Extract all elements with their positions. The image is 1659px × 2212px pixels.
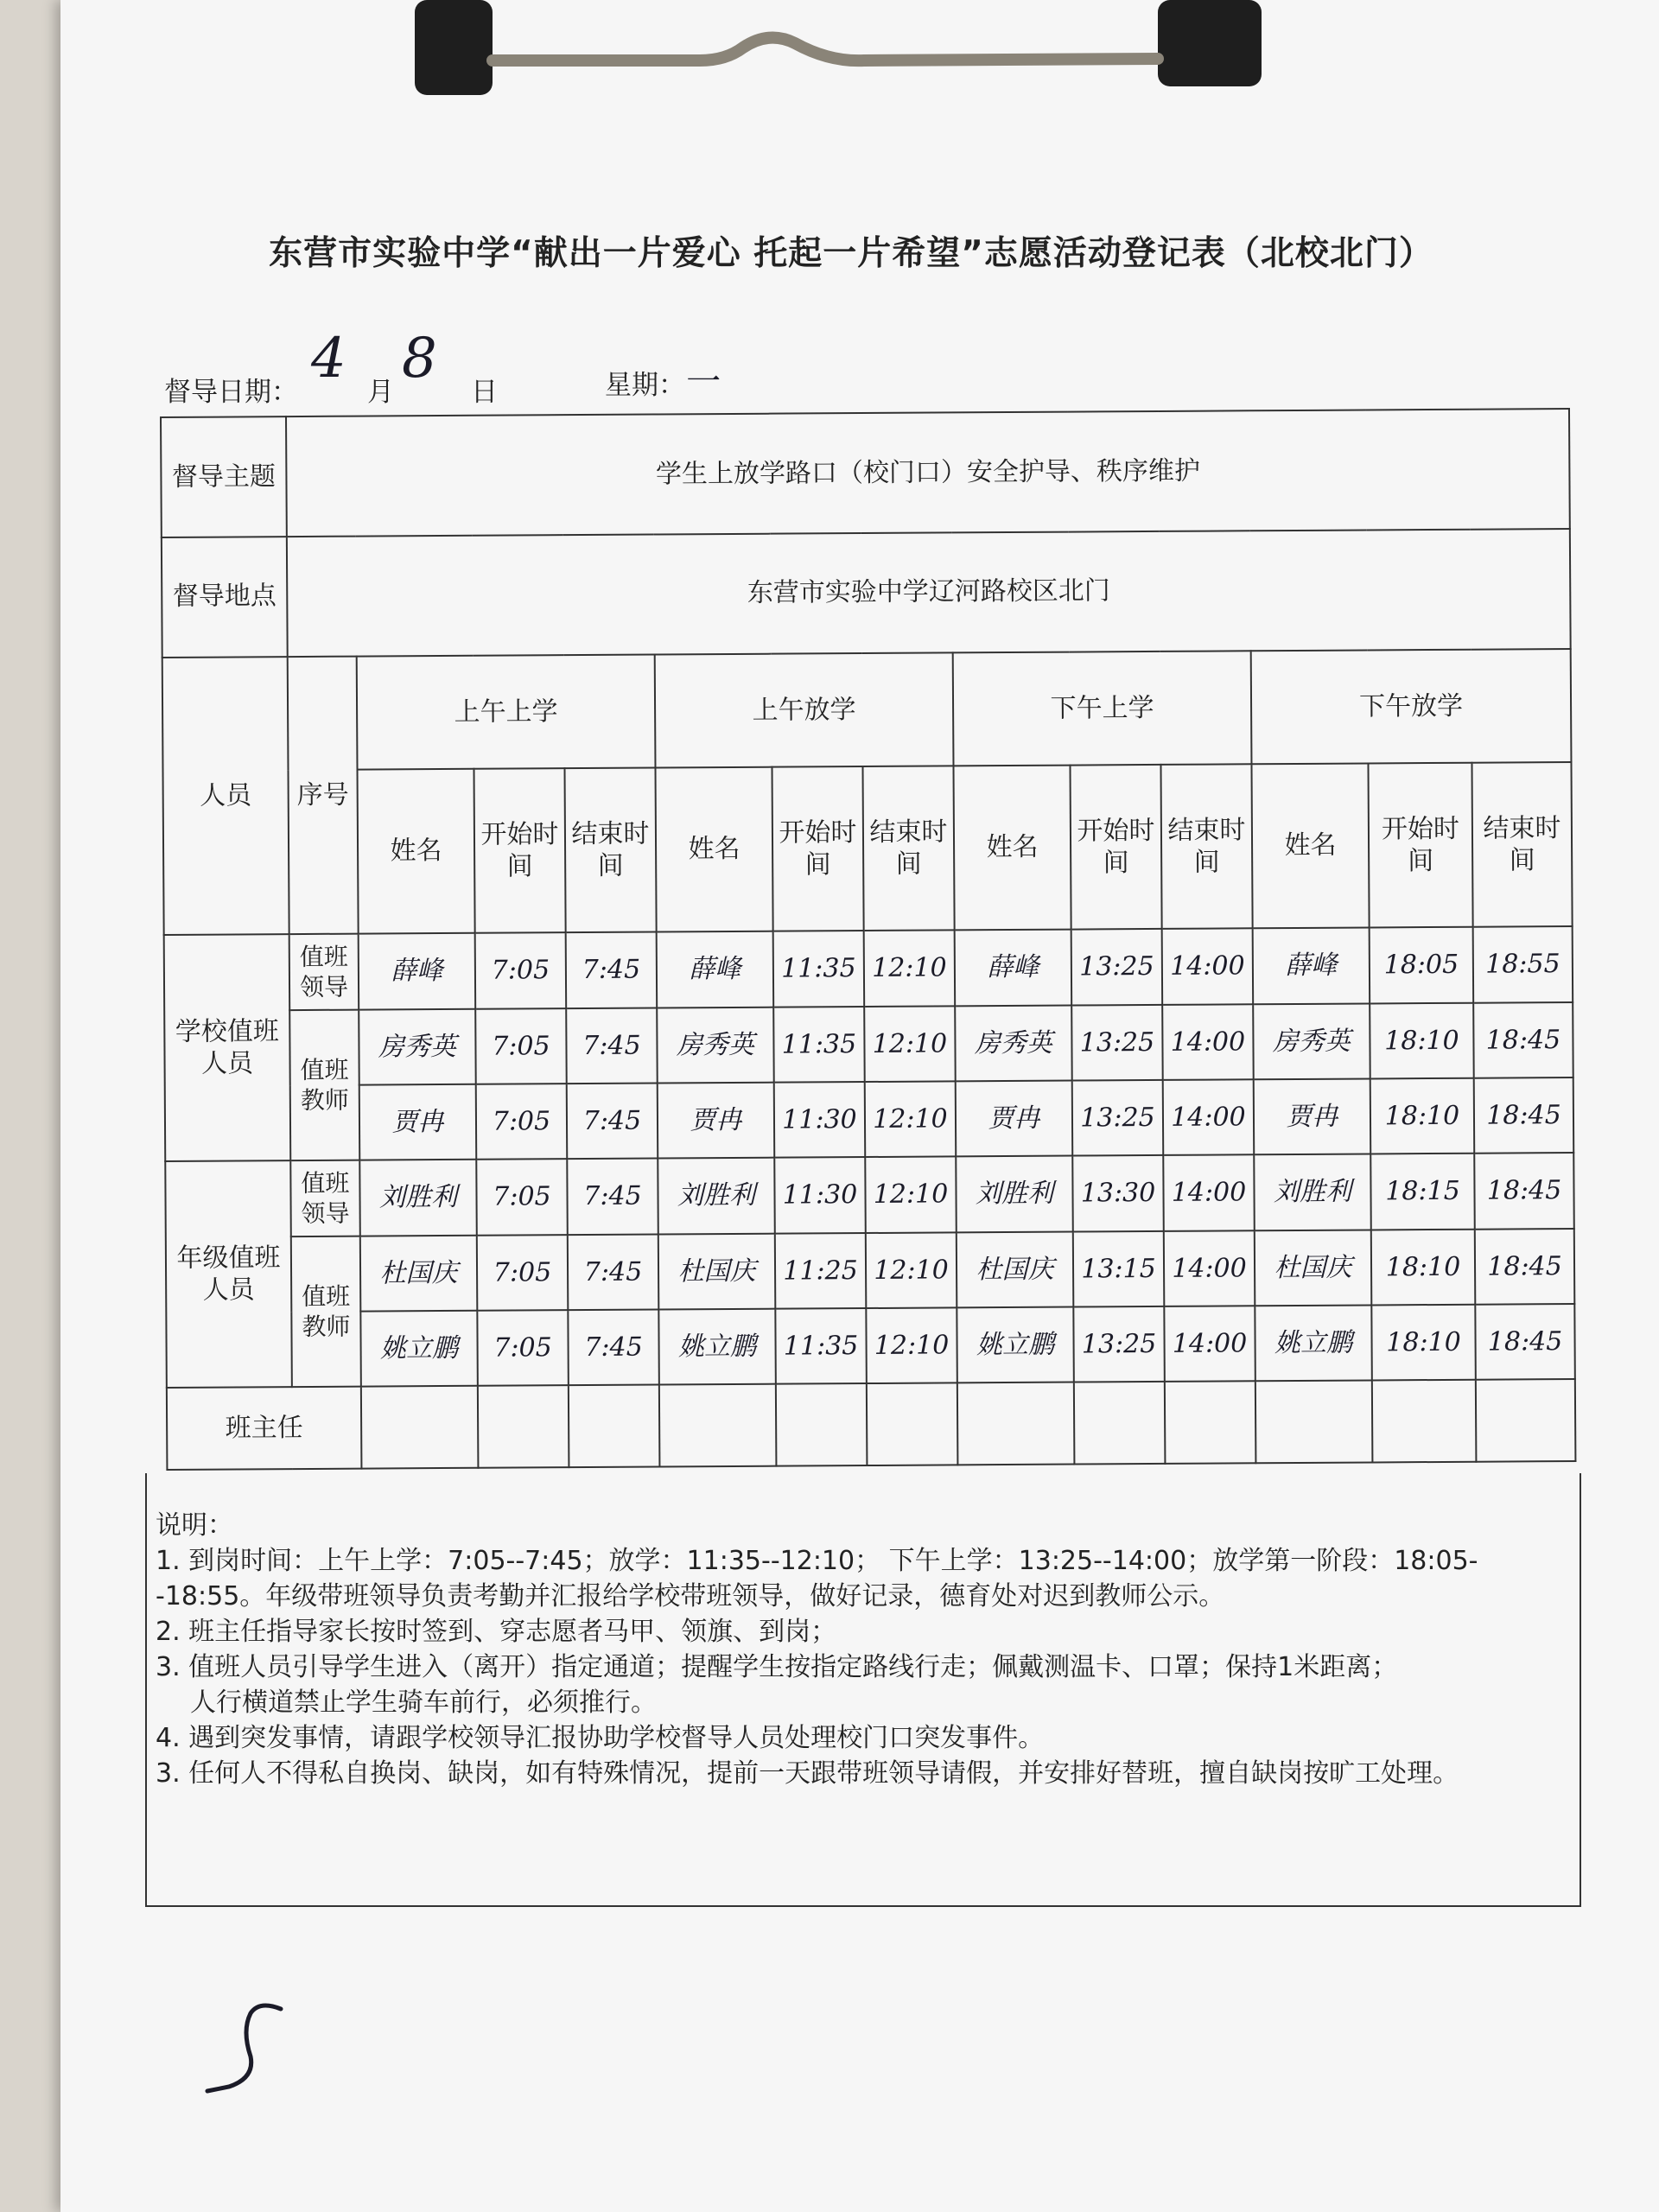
session-header-afternoon-arrival: 下午上学	[953, 651, 1252, 766]
empty-cell	[1255, 1381, 1373, 1463]
session-header-morning-dismissal: 上午放学	[655, 652, 954, 768]
signature-cell: 杜国庆	[957, 1231, 1074, 1307]
end-time-cell: 12:10	[865, 1157, 957, 1233]
end-time-cell: 7:45	[567, 1083, 658, 1159]
end-time-cell: 7:45	[566, 932, 658, 1008]
end-time-cell: 14:00	[1163, 1079, 1255, 1155]
notes-section	[156, 1508, 1573, 1791]
start-time-cell: 13:15	[1073, 1231, 1165, 1307]
end-time-cell: 18:45	[1475, 1229, 1575, 1305]
table-row	[166, 1229, 1575, 1313]
table-row	[164, 926, 1573, 1010]
note-line-3-cont: 人行横道禁止学生骑车前行，必须推行。	[190, 1688, 657, 1718]
end-time-cell: 12:10	[865, 1081, 957, 1157]
location-value: 东营市实验中学辽河路校区北门	[287, 529, 1571, 657]
signature-cell: 刘胜利	[658, 1158, 775, 1234]
start-time-cell: 18:10	[1371, 1305, 1476, 1381]
start-time-cell: 11:35	[775, 1308, 867, 1384]
end-time-cell: 18:45	[1475, 1304, 1575, 1380]
start-time-cell: 11:35	[773, 931, 865, 1007]
end-time-cell: 7:45	[567, 1159, 658, 1235]
start-time-cell: 13:25	[1071, 929, 1163, 1005]
start-time-cell: 13:25	[1072, 1080, 1164, 1156]
end-time-header: 结束时间	[862, 766, 954, 931]
end-time-cell: 14:00	[1162, 929, 1254, 1005]
empty-cell	[776, 1383, 868, 1465]
end-time-cell: 7:45	[566, 1007, 658, 1084]
start-time-cell: 18:10	[1371, 1229, 1476, 1305]
signature-cell: 薛峰	[1253, 928, 1370, 1004]
weekday-value: 一	[683, 362, 717, 402]
clipboard-clip-icon	[415, 0, 1305, 95]
signature-cell: 房秀英	[1253, 1003, 1370, 1079]
end-time-cell: 7:45	[568, 1234, 659, 1310]
note-line-1: 1. 到岗时间：上午上学：7:05--7:45；放学：11:35--12:10； 下午上学：13:25--14:00；放学第一阶段：18:05--18:55。年级带班领导负责考勤并汇报给学校带班领导，做好记录，德育处对迟到教师公示。	[156, 1546, 1478, 1611]
end-time-cell: 12:10	[864, 931, 956, 1007]
signature-cell: 杜国庆	[658, 1233, 776, 1309]
end-time-cell: 12:10	[866, 1307, 957, 1383]
start-time-cell: 7:05	[477, 1310, 569, 1386]
head-teacher-label: 班主任	[167, 1387, 362, 1470]
start-time-cell: 7:05	[475, 932, 567, 1008]
empty-cell	[659, 1384, 777, 1466]
note-line-5: 3. 任何人不得私自换岗、缺岗，如有特殊情况，提前一天跟带班领导请假，并安排好替班，擅自缺岗按旷工处理。	[156, 1758, 1459, 1789]
start-time-cell: 11:30	[774, 1082, 866, 1158]
start-time-cell: 18:10	[1370, 1002, 1474, 1078]
group-label: 年级值班人员	[165, 1160, 292, 1388]
signature-cell: 姚立鹏	[658, 1309, 776, 1385]
notes-title: 说明：	[156, 1510, 233, 1541]
note-line-2: 2. 班主任指导家长按时签到、穿志愿者马甲、领旗、到岗；	[156, 1617, 837, 1647]
role-label: 值班领导	[289, 934, 359, 1010]
signature-cell: 杜国庆	[1255, 1230, 1372, 1306]
table-row	[165, 1077, 1574, 1161]
role-label: 值班领导	[290, 1160, 360, 1236]
note-line-3: 3. 值班人员引导学生进入（离开）指定通道；提醒学生按指定路线行走；佩戴测温卡、口罩；保持1米距离；	[156, 1652, 1398, 1682]
name-header: 姓名	[953, 766, 1071, 931]
signature-cell: 房秀英	[955, 1005, 1072, 1081]
start-time-cell: 13:30	[1072, 1155, 1164, 1231]
end-time-cell: 14:00	[1163, 1155, 1255, 1231]
start-time-cell: 7:05	[476, 1159, 568, 1235]
signature-cell: 薛峰	[359, 933, 476, 1009]
end-time-cell: 12:10	[866, 1232, 957, 1308]
signature-cell: 贾冉	[1254, 1078, 1371, 1154]
month-value: 4	[311, 327, 346, 391]
end-time-cell: 18:45	[1474, 1077, 1574, 1154]
empty-cell	[478, 1386, 569, 1468]
start-time-cell: 13:25	[1073, 1306, 1165, 1382]
registration-table	[160, 408, 1577, 1471]
role-label: 值班教师	[289, 1009, 359, 1160]
signature-cell: 刘胜利	[1254, 1154, 1371, 1230]
end-time-cell: 14:00	[1164, 1230, 1255, 1306]
end-time-cell: 7:45	[568, 1310, 659, 1386]
start-time-cell: 11:30	[774, 1157, 866, 1233]
group-label: 学校值班人员	[164, 934, 291, 1161]
month-unit: 月	[367, 377, 394, 408]
start-time-cell: 11:25	[775, 1233, 867, 1309]
start-time-cell: 7:05	[475, 1008, 567, 1084]
end-time-cell: 12:10	[864, 1006, 956, 1082]
role-label: 值班教师	[291, 1236, 361, 1387]
name-header: 姓名	[1251, 764, 1369, 929]
personnel-header: 人员	[162, 657, 289, 936]
signature-cell: 房秀英	[359, 1008, 476, 1084]
signature-cell: 贾冉	[359, 1084, 477, 1160]
start-time-header: 开始时间	[1070, 765, 1161, 930]
signature-cell: 刘胜利	[956, 1156, 1073, 1232]
duty-rows	[164, 926, 1575, 1388]
signature-cell: 薛峰	[955, 930, 1072, 1006]
session-header-afternoon-dismissal: 下午放学	[1251, 649, 1572, 765]
handwritten-mark-icon	[199, 1996, 302, 2100]
start-time-cell: 7:05	[477, 1235, 569, 1311]
theme-label: 督导主题	[161, 416, 287, 537]
start-time-cell: 18:10	[1370, 1078, 1475, 1154]
signature-cell: 姚立鹏	[360, 1311, 478, 1387]
day-value: 8	[402, 327, 437, 391]
signature-cell: 姚立鹏	[957, 1307, 1074, 1383]
start-time-cell: 18:15	[1370, 1154, 1475, 1230]
subheader-row	[163, 762, 1573, 935]
date-label: 督导日期：	[164, 377, 298, 408]
signature-cell: 薛峰	[657, 931, 774, 1007]
empty-cell	[1074, 1382, 1166, 1464]
end-time-cell: 14:00	[1162, 1004, 1254, 1080]
start-time-cell: 13:25	[1071, 1005, 1163, 1081]
start-time-cell: 11:35	[773, 1007, 865, 1083]
note-line-4: 4. 遇到突发事情，请跟学校领导汇报协助学校督导人员处理校门口突发事件。	[156, 1723, 1045, 1753]
empty-cell	[361, 1386, 479, 1468]
start-time-header: 开始时间	[1368, 763, 1472, 928]
name-header: 姓名	[655, 767, 772, 932]
table-row	[165, 1153, 1574, 1236]
end-time-header: 结束时间	[1471, 762, 1572, 927]
end-time-cell: 18:55	[1473, 926, 1573, 1002]
end-time-cell: 14:00	[1164, 1306, 1255, 1382]
signature-cell: 房秀英	[657, 1007, 774, 1083]
form-title: 东营市实验中学“献出一片爱心 托起一片希望”志愿活动登记表（北校北门）	[269, 234, 1433, 273]
table-row	[166, 1304, 1575, 1388]
name-header: 姓名	[358, 769, 475, 934]
empty-cell	[1476, 1379, 1576, 1461]
end-time-cell: 18:45	[1474, 1153, 1574, 1229]
empty-cell	[1165, 1382, 1256, 1464]
end-time-header: 结束时间	[564, 768, 656, 933]
location-label: 督导地点	[162, 537, 288, 658]
end-time-header: 结束时间	[1160, 764, 1252, 929]
signature-cell: 姚立鹏	[1255, 1305, 1372, 1381]
table-row	[164, 1002, 1573, 1086]
weekday-label: 星期：	[605, 370, 685, 401]
signature-cell: 刘胜利	[359, 1160, 477, 1236]
empty-cell	[957, 1382, 1075, 1465]
start-time-cell: 7:05	[476, 1084, 568, 1160]
day-unit: 日	[471, 377, 498, 408]
signature-cell: 贾冉	[956, 1081, 1073, 1157]
seq-header: 序号	[288, 656, 359, 934]
empty-cell	[867, 1383, 958, 1465]
start-time-header: 开始时间	[772, 766, 863, 931]
empty-cell	[1372, 1380, 1477, 1462]
theme-value: 学生上放学路口（校门口）安全护导、秩序维护	[286, 409, 1570, 537]
end-time-cell: 18:45	[1473, 1002, 1573, 1078]
start-time-cell: 18:05	[1370, 927, 1474, 1003]
empty-cell	[569, 1385, 660, 1467]
signature-cell: 贾冉	[658, 1083, 775, 1159]
start-time-header: 开始时间	[474, 768, 565, 933]
session-header-morning-arrival: 上午上学	[357, 654, 656, 770]
signature-cell: 杜国庆	[360, 1235, 478, 1311]
